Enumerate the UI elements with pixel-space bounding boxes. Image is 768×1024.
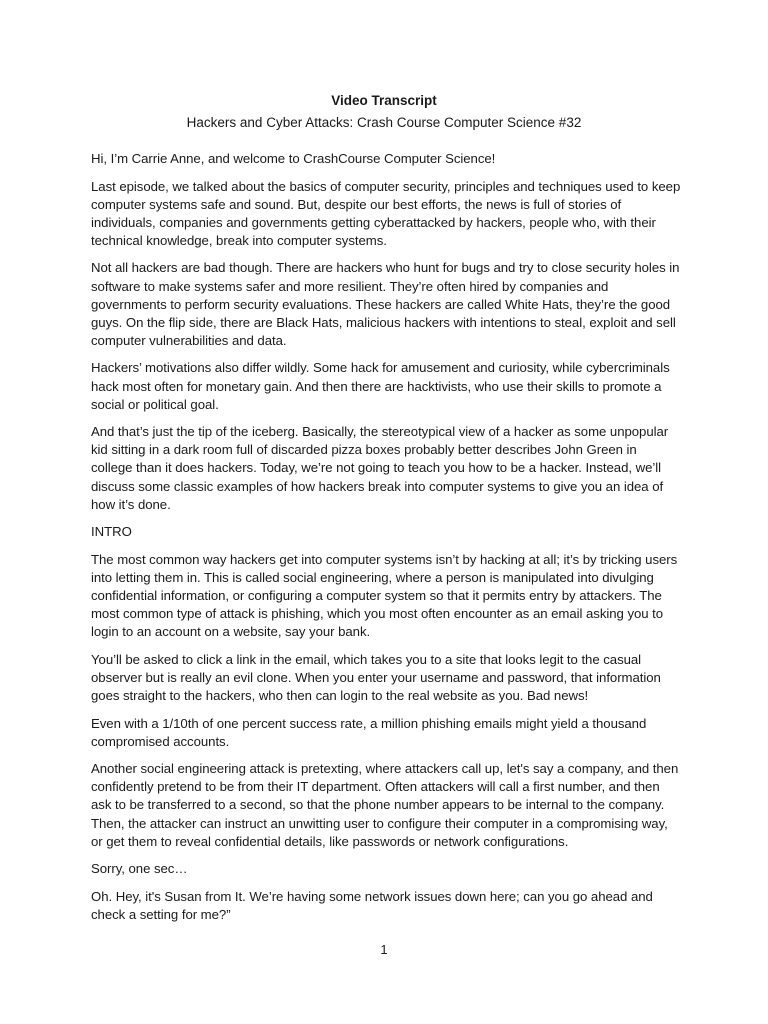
document-title: Video Transcript xyxy=(331,93,437,108)
paragraph-social-engineering: The most common way hackers get into computer systems isn’t by hacking at all; it’s by tricking users into letting them in. This is called social engineering, where a person is manipulated into divulging confidential information, or configuring a computer system so that it permits entry by attackers. The most common type of attack is phishing, which you most often encounter as an email asking you to login to an account on a website, say your bank. xyxy=(91,551,678,640)
transcript-body xyxy=(91,150,681,933)
paragraph-pretexting: Another social engineering attack is pretexting, where attackers call up, let's say a company, and then confidently pretend to be from their IT department. Often attackers will call a first number, and then ask to be transferred to a second, so that the phone number appears to be internal to the company. Then, the attacker can instruct an unwitting user to configure their computer in a compromising way, or get them to reveal confidential details, like passwords or network configurations. xyxy=(91,761,679,849)
paragraph-hacker-types: Not all hackers are bad though. There are hackers who hunt for bugs and try to close security holes in software to make systems safer and more resilient. They’re often hired by companies and governments to perform security evaluations. These hackers are called White Hats, they’re the good guys. On the flip side, there are Black Hats, malicious hackers with intentions to steal, exploit and sell computer vulnerabilities and data. xyxy=(91,260,680,348)
paragraph-greeting: Hi, I’m Carrie Anne, and welcome to CrashCourse Computer Science! xyxy=(91,151,496,166)
paragraph-last-episode: Last episode, we talked about the basics of computer security, principles and techniques used to keep computer systems safe and sound. But, despite our best efforts, the news is full of stories of individuals, companies and governments getting cyberattacked by hackers, people who, with their technical knowledge, break into computer systems. xyxy=(91,178,681,248)
paragraph-success-rate: Even with a 1/10th of one percent success rate, a million phishing emails might yield a thousand compromised accounts. xyxy=(91,715,647,749)
document-subtitle: Hackers and Cyber Attacks: Crash Course Computer Science #32 xyxy=(186,115,582,130)
paragraph-sorry: Sorry, one sec… xyxy=(91,861,188,877)
paragraph-iceberg: And that’s just the tip of the iceberg. Basically, the stereotypical view of a hacker as some unpopular kid sitting in a dark room full of discarded pizza boxes probably better describes John Green in college than it does hackers. Today, we’re not going to teach you how to be a hacker. Instead, we’ll discuss some classic examples of how hackers break into computer systems to give you an idea of how it’s done. xyxy=(91,424,669,512)
paragraph-phishing-link: You’ll be asked to click a link in the email, which takes you to a site that looks legit to the casual observer but is really an evil clone. When you enter your username and password, that information goes straight to the hackers, who then can login to the real website as you. Bad news! xyxy=(91,651,661,703)
paragraph-motivations: Hackers’ motivations also differ wildly. Some hack for amusement and curiosity, while cybercriminals hack most often for monetary gain. And then there are hacktivists, who use their skills to promote a social or political goal. xyxy=(91,360,670,412)
paragraph-intro-marker: INTRO xyxy=(91,524,132,540)
paragraph-susan: Oh. Hey, it's Susan from It. We’re having some network issues down here; can you go ahead and check a setting for me?” xyxy=(91,888,653,922)
page-number: 1 xyxy=(380,942,388,957)
